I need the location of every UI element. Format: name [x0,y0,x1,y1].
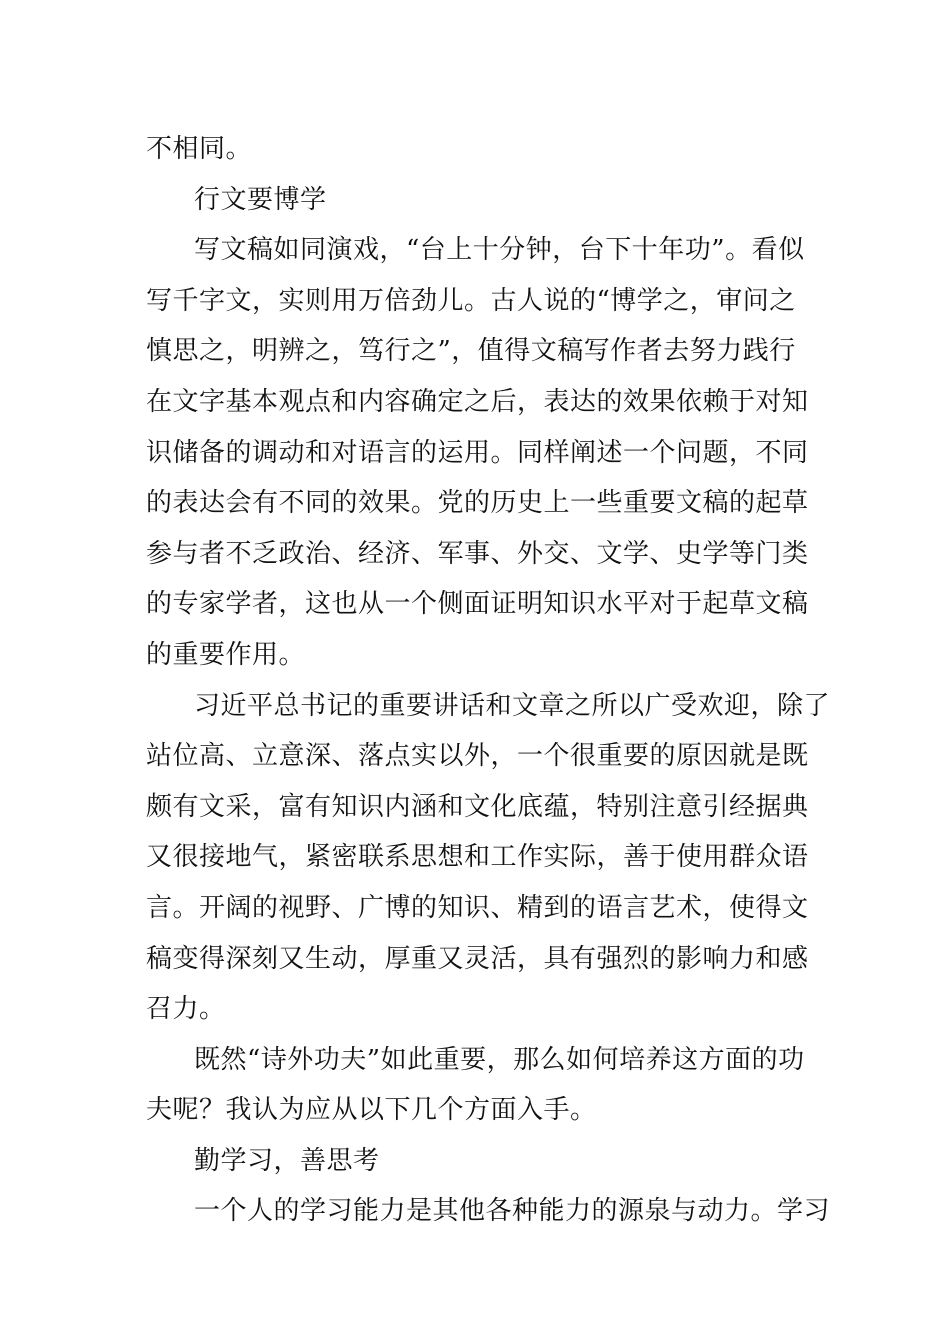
text-line: 参与者不乏政治、经济、军事、外交、文学、史学等门类 [146,538,809,569]
text-line: 的专家学者，这也从一个侧面证明知识水平对于起草文稿 [146,589,809,620]
text-line: 习近平总书记的重要讲话和文章之所以广受欢迎，除了 [194,690,831,721]
text-line: 识储备的调动和对语言的运用。同样阐述一个问题，不同 [146,437,809,468]
text-line: 写千字文，实则用万倍劲儿。古人说的“博学之，审问之 [146,285,796,316]
section-heading: 勤学习，善思考 [194,1145,380,1176]
text-line: 颇有文采，富有知识内涵和文化底蕴，特别注意引经据典 [146,791,809,822]
text-line: 的重要作用。 [146,639,306,670]
section-heading: 行文要博学 [194,184,327,215]
text-line: 又很接地气，紧密联系思想和工作实际，善于使用群众语 [146,842,809,873]
text-line: 在文字基本观点和内容确定之后，表达的效果依赖于对知 [146,386,809,417]
text-line: 不相同。 [146,134,253,164]
text-line: 站位高、立意深、落点实以外，一个很重要的原因就是既 [146,741,809,772]
text-line: 写文稿如同演戏，“台上十分钟，台下十年功”。看似 [194,235,805,266]
text-line: 慎思之，明辨之，笃行之”，值得文稿写作者去努力践行 [146,336,796,367]
text-line: 的表达会有不同的效果。党的历史上一些重要文稿的起草 [146,488,809,519]
document-body [146,124,831,1237]
text-line: 夫呢？我认为应从以下几个方面入手。 [146,1095,597,1126]
text-line: 言。开阔的视野、广博的知识、精到的语言艺术，使得文 [146,892,809,923]
text-line: 一个人的学习能力是其他各种能力的源泉与动力。学习 [194,1196,831,1227]
text-line: 召力。 [146,994,226,1025]
text-line: 既然“诗外功夫”如此重要，那么如何培养这方面的功 [194,1044,805,1075]
text-line: 稿变得深刻又生动，厚重又灵活，具有强烈的影响力和感 [146,943,809,974]
